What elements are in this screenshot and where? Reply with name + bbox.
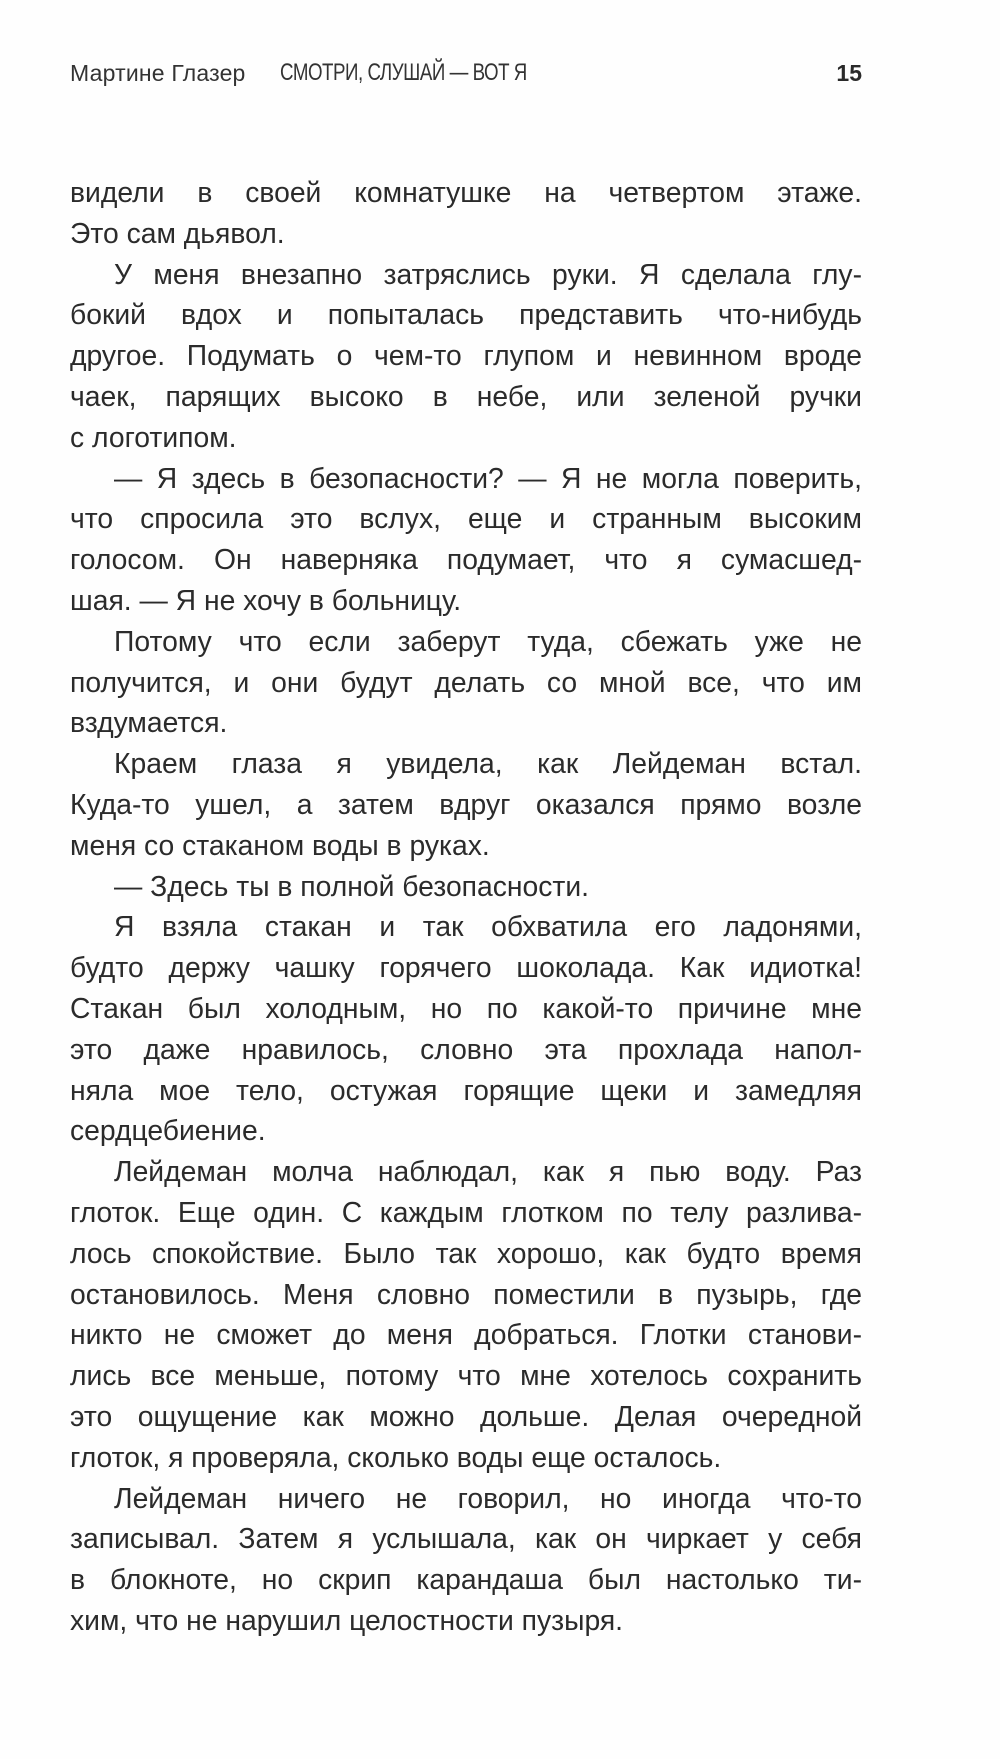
- text-line: в блокноте, но скрип карандаша был настолько ти-: [70, 1563, 862, 1596]
- text-line: лось спокойствие. Было так хорошо, как будто время: [70, 1236, 862, 1269]
- text-line: меня со стаканом воды в руках.: [70, 828, 490, 861]
- text-line: няла мое тело, остужая горящие щеки и замедляя: [70, 1073, 862, 1106]
- text-line: глоток. Еще один. С каждым глотком по телу разлива-: [70, 1195, 862, 1228]
- text-line: с логотипом.: [70, 420, 237, 453]
- text-line: хим, что не нарушил целостности пузыря.: [70, 1603, 624, 1636]
- text-line: чаек, парящих высоко в небе, или зеленой ручки: [70, 379, 862, 412]
- body-text: [70, 172, 862, 1641]
- text-line: Лейдеман молча наблюдал, как я пью воду. Раз: [114, 1155, 862, 1188]
- running-header: [70, 60, 870, 94]
- text-line: что спросила это вслух, еще и странным высоким: [70, 502, 862, 535]
- header-book-title: СМОТРИ, СЛУШАЙ — ВОТ Я: [280, 59, 527, 86]
- text-line: получится, и они будут делать со мной все, что им: [70, 665, 862, 698]
- text-line: Краем глаза я увидела, как Лейдеман встал.: [114, 747, 862, 780]
- text-line: Это сам дьявол.: [70, 216, 285, 249]
- text-line: Куда-то ушел, а затем вдруг оказался прямо возле: [70, 787, 862, 820]
- text-line: Я взяла стакан и так обхватила его ладонями,: [114, 910, 862, 943]
- text-line: — Я здесь в безопасности? — Я не могла поверить,: [114, 461, 862, 494]
- text-line: будто держу чашку горячего шоколада. Как идиотка!: [70, 951, 862, 984]
- header-author: Мартине Глазер: [70, 60, 246, 86]
- text-line: У меня внезапно затряслись руки. Я сделала глу-: [114, 257, 862, 290]
- text-line: остановилось. Меня словно поместили в пузырь, где: [70, 1277, 862, 1310]
- text-line: вздумается.: [70, 706, 228, 739]
- text-line: голосом. Он наверняка подумает, что я сумасшед-: [70, 543, 862, 576]
- text-line: шая. — Я не хочу в больницу.: [70, 583, 462, 616]
- text-line: — Здесь ты в полной безопасности.: [114, 869, 590, 902]
- text-line: Потому что если заберут туда, сбежать уже не: [114, 624, 862, 657]
- text-line: другое. Подумать о чем-то глупом и невинном вроде: [70, 339, 862, 372]
- text-line: это даже нравилось, словно эта прохлада напол-: [70, 1032, 862, 1065]
- text-line: записывал. Затем я услышала, как он чиркает у себя: [70, 1522, 862, 1555]
- text-line: сердцебиение.: [70, 1114, 266, 1147]
- text-line: это ощущение как можно дольше. Делая очередной: [70, 1399, 862, 1432]
- text-line: видели в своей комнатушке на четвертом этаже.: [70, 176, 862, 208]
- text-line: Лейдеман ничего не говорил, но иногда что-то: [114, 1481, 862, 1514]
- text-line: никто не сможет до меня добраться. Глотки станови-: [70, 1318, 862, 1351]
- text-line: лись все меньше, потому что мне хотелось сохранить: [70, 1359, 862, 1392]
- text-line: Стакан был холодным, но по какой-то причине мне: [70, 991, 862, 1024]
- text-line: глоток, я проверяла, сколько воды еще осталось.: [70, 1440, 722, 1473]
- page-number: 15: [836, 60, 862, 86]
- text-line: бокий вдох и попыталась представить что-нибудь: [70, 298, 862, 331]
